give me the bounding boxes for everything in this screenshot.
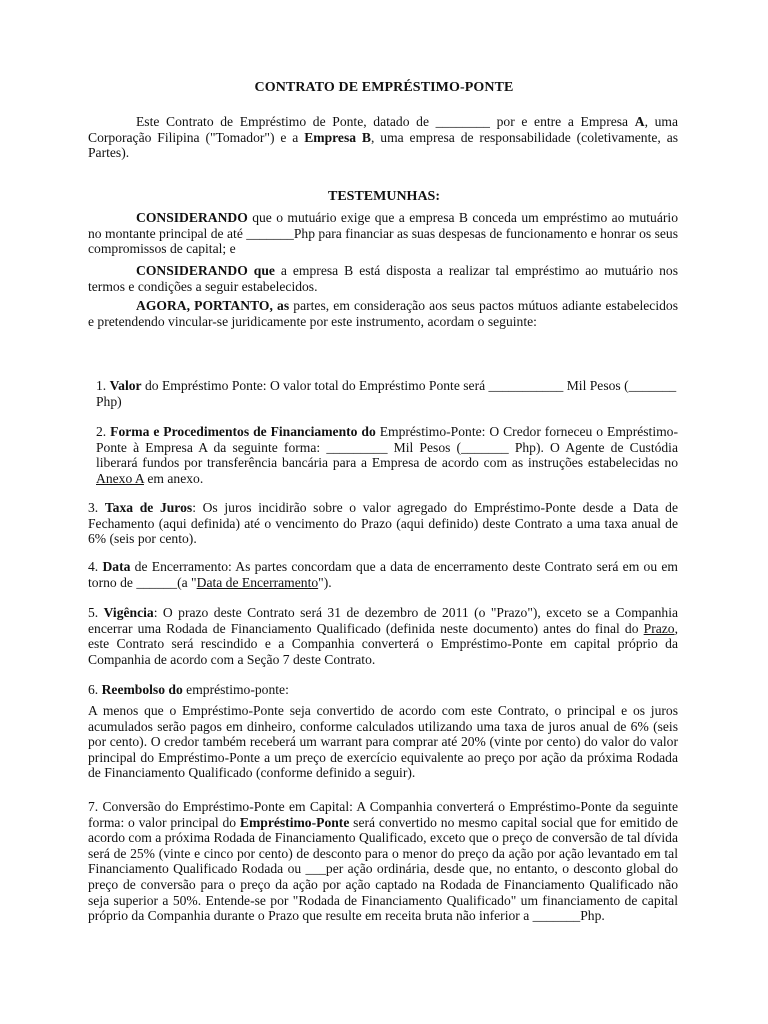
text-run: do Empréstimo Ponte: O valor total do Empréstimo Ponte será ___________ Mil Pesos (_______ Php): [96, 378, 677, 409]
section-number: 2.: [96, 424, 111, 439]
text-run-bold: Data: [102, 559, 131, 574]
text-run-bold: Taxa de Juros: [104, 500, 193, 515]
text-run-underlined: Prazo: [643, 620, 675, 636]
section-6-reembolso-heading: [88, 682, 678, 698]
section-2-forma: [96, 424, 678, 486]
section-3-juros: [88, 500, 678, 547]
text-run-bold: Vigência: [103, 605, 154, 620]
text-run-underlined: Data de Encerramento: [196, 574, 319, 590]
whereas-paragraph-2: [88, 263, 678, 294]
text-run-bold: Valor: [109, 378, 142, 393]
whereas-paragraph-1: [88, 210, 678, 257]
text-run-bold: Reembolso do: [101, 682, 183, 697]
text-run: : O prazo deste Contrato será 31 de dezembro de 2011 (o "Prazo"), exceto se a Companhia encerrar uma Rodada de Financiamento Qualificado (definida neste documento) antes do final do: [88, 605, 679, 636]
text-run: ").: [318, 574, 332, 590]
text-run: que o mutuário exige que a empresa B conceda um empréstimo ao mutuário no montante principal de até _______Php para financiar as suas despesas de funcionamento e honrar os seus compromissos de capital; e: [88, 210, 678, 257]
text-run-bold: Empresa B: [304, 129, 371, 145]
text-run-bold: CONSIDERANDO: [136, 210, 248, 225]
text-run: empréstimo-ponte:: [182, 682, 289, 697]
document-title: CONTRATO DE EMPRÉSTIMO-PONTE: [254, 80, 514, 95]
section-1-valor: [96, 378, 678, 409]
text-run-bold: Forma e Procedimentos de Financiamento do: [110, 424, 376, 439]
text-run: Este Contrato de Empréstimo de Ponte, datado de ________ por e entre a Empresa: [136, 114, 635, 129]
section-number: 1.: [96, 378, 110, 393]
now-therefore-paragraph: [88, 298, 678, 329]
text-run: de Encerramento: As partes concordam que a data de encerramento deste Contrato será em ou em torno de ______(a ": [88, 559, 678, 590]
text-run-bold: A: [634, 114, 645, 129]
text-run-underlined: Anexo A: [96, 470, 144, 486]
text-run: a empresa B está disposta a realizar tal empréstimo ao mutuário nos termos e condições a seguir estabelecidos.: [88, 263, 678, 294]
intro-paragraph: [88, 114, 678, 161]
text-run-bold: Empréstimo-Ponte: [239, 814, 350, 830]
section-7-conversao: [88, 799, 678, 924]
section-number: 3.: [88, 500, 105, 515]
section-4-data: [88, 559, 678, 590]
text-run: 7. Conversão do Empréstimo-Ponte em Capital: A Companhia converterá o Empréstimo-Ponte da seguinte forma: o valor principal do: [88, 799, 678, 830]
section-6-reembolso-body: [88, 703, 678, 781]
section-number: 5.: [88, 605, 104, 620]
text-run: será convertido no mesmo capital social que for emitido de acordo com a próxima Rodada de Financiamento Qualificado, exceto que o preço de conversão de tal dívida será de 25% (vinte e cinco por cento) de desconto para o menor do preço da ação por ação levantado em tal Financiamento Qualificado Rodada ou ___per ação ordinária, desde que, no entanto, o desconto global do preço de conversão para o preço da ação por ação captado na Rodada de Financiamento Qualificado não seja superior a 50%. Entende-se por "Rodada de Financiamento Qualificado" um financiamento de capital próprio da Companhia durante o Prazo que resulte em receita bruta não inferior a _______Php.: [88, 814, 678, 924]
text-run: : Os juros incidirão sobre o valor agregado do Empréstimo-Ponte desde a Data de Fechamento (aqui definida) até o vencimento do Prazo (aqui definido) deste Contrato a uma taxa anual de 6% (seis por cento).: [88, 500, 678, 547]
text-run: , uma empresa de responsabilidade (coletivamente, as Partes).: [88, 129, 679, 161]
text-run: partes, em consideração aos seus pactos mútuos adiante estabelecidos e pretendendo vincular-se juridicamente por este instrumento, acordam o seguinte:: [88, 298, 678, 329]
section-number: 4.: [88, 559, 103, 574]
text-run: A menos que o Empréstimo-Ponte seja convertido de acordo com este Contrato, o principal e os juros acumulados serão pagos em dinheiro, conforme calculados utilizando uma taxa de juros anual de 6% (seis por cento). O credor também receberá um warrant para comprar até 20% (vinte por cento) do valor do valor principal do Empréstimo-Ponte a um preço de exercício equivalente ao preço por ação da próxima Rodada de Financiamento Qualificado (conforme definido a seguir).: [88, 703, 678, 781]
section-5-vigencia: [88, 605, 678, 667]
text-run-bold: CONSIDERANDO que: [136, 263, 275, 278]
text-run-bold: AGORA, PORTANTO, as: [136, 298, 290, 313]
witness-heading: TESTEMUNHAS:: [327, 189, 441, 204]
text-run: Empréstimo-Ponte: O Credor forneceu o Empréstimo-Ponte à Empresa A da seguinte forma: _________ Mil Pesos (_______ Php). O Agente de Custódia liberará fundos por transferência bancária para a Empresa de acordo com as instruções estabelecidas no: [96, 424, 678, 471]
text-run: , uma Corporação Filipina ("Tomador") e a: [88, 114, 679, 145]
section-number: 6.: [88, 682, 102, 697]
text-run: , este Contrato será rescindido e a Companhia converterá o Empréstimo-Ponte em capital próprio da Companhia de acordo com a Seção 7 deste Contrato.: [88, 620, 678, 667]
text-run: em anexo.: [143, 470, 204, 486]
